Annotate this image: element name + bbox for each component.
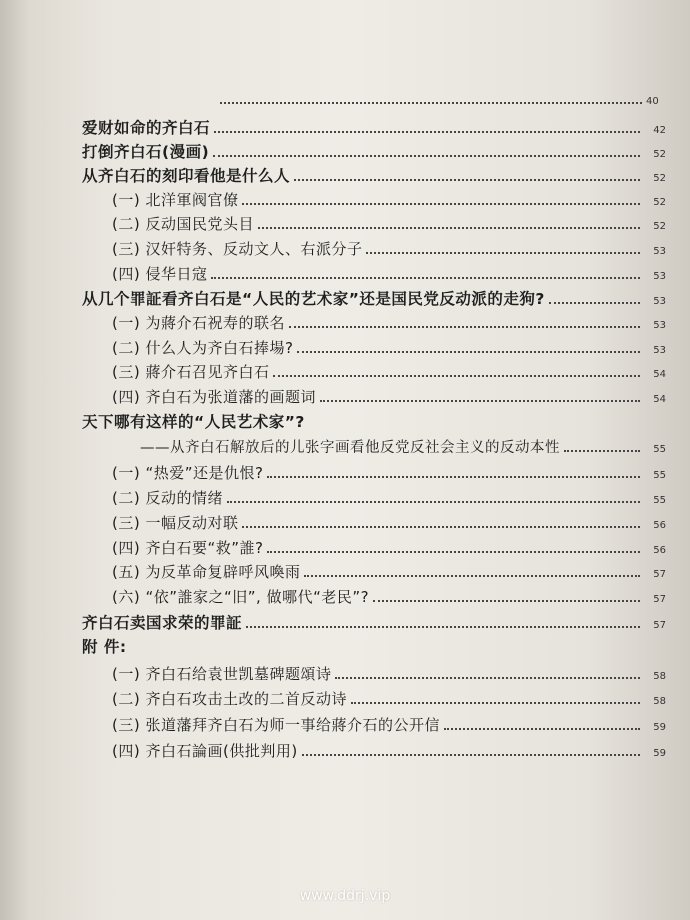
toc-page: 55 — [653, 495, 666, 506]
toc-page: 59 — [653, 748, 666, 759]
toc-subtitle: ——从齐白石解放后的儿张字画看他反党反社会主义的反动本性 — [140, 440, 560, 456]
toc-title: (二) 反动国民党头目 — [112, 215, 254, 233]
toc-page: 53 — [653, 320, 666, 331]
toc-entry — [112, 663, 666, 684]
toc-page: 53 — [653, 246, 666, 257]
toc-page: 55 — [653, 444, 666, 455]
dot-leader — [227, 501, 640, 503]
dot-leader — [211, 277, 640, 279]
dot-leader — [214, 131, 640, 133]
toc-entry — [82, 116, 666, 138]
toc-entry — [112, 386, 666, 407]
toc-entry — [82, 164, 666, 186]
toc-entry — [112, 512, 666, 533]
toc-page: 56 — [653, 545, 666, 556]
toc-entry — [112, 189, 666, 210]
toc-title: (二) 什么人为齐白石捧場? — [112, 339, 294, 357]
toc-page: 52 — [653, 221, 666, 232]
toc-title: (一) “热爱”还是仇恨? — [112, 464, 264, 482]
toc-title: 打倒齐白石(漫画) — [82, 143, 210, 161]
toc-page: 53 — [653, 296, 666, 307]
toc-page: 58 — [653, 671, 666, 682]
toc-entry — [82, 410, 666, 432]
toc-entry — [112, 238, 666, 259]
toc-page: 57 — [653, 569, 666, 580]
toc-entry — [112, 337, 666, 358]
toc-title: (三) 汉奸特务、反动文人、右派分子 — [112, 240, 363, 258]
watermark: www.ddrj.vip — [299, 888, 391, 904]
toc-entry — [112, 462, 666, 483]
toc-title: (五) 为反革命复辟呼风喚雨 — [112, 563, 301, 581]
toc-title: (四) 齐白石要“救”誰? — [112, 539, 264, 557]
toc-page: 42 — [653, 125, 666, 136]
dot-leader — [302, 754, 640, 756]
toc-page: 52 — [653, 149, 666, 160]
dot-leader — [304, 575, 640, 577]
toc-page: 55 — [653, 470, 666, 481]
toc-title: (三) 蔣介石召见齐白石 — [112, 363, 270, 381]
toc-title: (四) 齐白石为张道藩的画题词 — [112, 388, 316, 406]
toc-page: 53 — [653, 345, 666, 356]
toc-page: 56 — [653, 520, 666, 531]
toc-entry — [112, 714, 666, 735]
toc-entry — [112, 487, 666, 508]
toc-page: 54 — [653, 394, 666, 405]
toc-title: (四) 侵华日寇 — [112, 265, 208, 283]
toc-title: 从几个罪証看齐白石是“人民的艺术家”还是国民党反动派的走狗? — [82, 290, 545, 308]
toc-title: (一) 北洋軍阀官僚 — [112, 191, 239, 209]
toc-title: (六) “依”誰家之“旧”, 做哪代“老民”? — [112, 588, 370, 606]
dot-leader — [335, 677, 640, 679]
dot-leader — [246, 626, 640, 628]
toc-entry — [82, 140, 666, 162]
toc-title: 附 件: — [82, 638, 127, 656]
toc-entry — [112, 688, 666, 709]
toc-entry — [112, 312, 666, 333]
toc-entry — [140, 436, 666, 457]
dot-leader — [273, 375, 640, 377]
dot-leader — [242, 203, 640, 205]
dot-leader — [294, 179, 640, 181]
dot-leader — [289, 326, 640, 328]
toc-title: 从齐白石的刻印看他是什么人 — [82, 167, 291, 185]
top-page-number: 40 — [646, 96, 659, 107]
toc-page: 58 — [653, 696, 666, 707]
toc-page: 54 — [653, 369, 666, 380]
dot-leader — [297, 351, 640, 353]
dot-leader — [549, 302, 640, 304]
toc-page: 52 — [653, 173, 666, 184]
toc-title: (二) 齐白石攻击土改的二首反动诗 — [112, 690, 347, 708]
toc-entry — [112, 561, 666, 582]
toc-entry — [112, 740, 666, 761]
toc-entry — [112, 361, 666, 382]
toc-entry — [82, 611, 666, 633]
toc-page — [644, 430, 666, 432]
toc-page: 57 — [653, 620, 666, 631]
toc-title: 爱财如命的齐白石 — [82, 119, 211, 137]
toc-title: (三) 一幅反动对联 — [112, 514, 239, 532]
toc-page: 57 — [653, 594, 666, 605]
toc-page: 59 — [653, 722, 666, 733]
dot-leader — [351, 702, 640, 704]
dot-leader — [242, 526, 640, 528]
toc-title: (二) 反动的情绪 — [112, 489, 223, 507]
toc-title: (三) 张道藩拜齐白石为师一事给蔣介石的公开信 — [112, 716, 440, 734]
toc-title: 天下哪有这样的“人民艺术家”? — [82, 413, 305, 431]
dot-leader — [267, 551, 640, 553]
toc-page — [644, 655, 666, 657]
toc-entry — [82, 287, 666, 309]
dot-leader — [444, 728, 640, 730]
dot-leader — [366, 252, 640, 254]
toc-title: (四) 齐白石論画(供批判用) — [112, 742, 298, 760]
toc-entry — [82, 635, 666, 657]
toc-entry — [112, 213, 666, 234]
dot-leader — [258, 227, 640, 229]
toc-title: (一) 齐白石给袁世凯墓碑题頌诗 — [112, 665, 332, 683]
dot-leader — [373, 600, 640, 602]
toc-page: 53 — [653, 271, 666, 282]
toc-title: (一) 为蔣介石祝寿的联名 — [112, 314, 285, 332]
dot-leader — [320, 400, 640, 402]
dot-leader — [213, 155, 640, 157]
dot-leader — [564, 450, 640, 452]
toc-entry — [112, 263, 666, 284]
toc-entry — [112, 537, 666, 558]
dot-leader — [267, 476, 640, 478]
toc-page: 52 — [653, 197, 666, 208]
toc-entry — [112, 586, 666, 607]
toc-title: 齐白石卖国求荣的罪証 — [82, 614, 243, 632]
